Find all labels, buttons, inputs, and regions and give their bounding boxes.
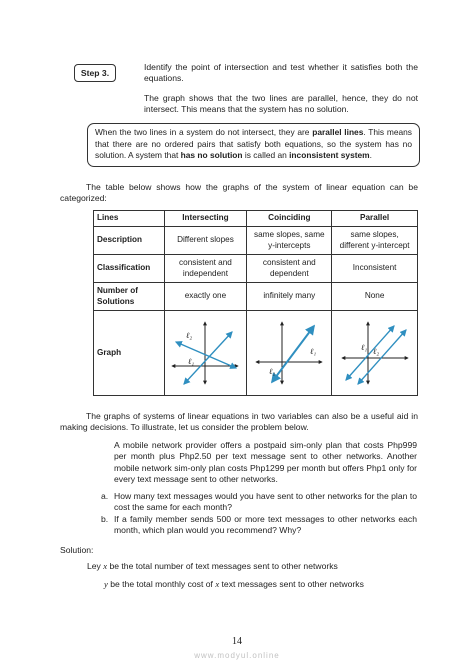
solution-text: Ley (87, 561, 104, 571)
callout-text: . This means that there are no ordered pairs that satisfy both equations, so the system has no solution. A system that (95, 127, 412, 161)
solution-text: be the total monthly cost of (107, 579, 216, 589)
row-label-number-of-solutions: Number of Solutions (94, 283, 165, 311)
step-paragraph-2: The graph shows that the two lines are parallel, hence, they do not intersect. This means that the system has no solution. (144, 93, 418, 115)
question-a: How many text messages would you have sent to other networks for the plan to cost the same for each month? (114, 491, 417, 513)
label-l2: ℓ₂ (269, 367, 276, 376)
problem-statement: A mobile network provider offers a postpaid sim-only plan that costs Php999 per month plus Php2.50 per text message sent to other networks. Another mobile network sim-only plan costs Php1299 per month but offers Php1 only for every text message sent to other networks. (114, 440, 417, 485)
coinciding-lines-graph (252, 318, 326, 388)
table-cell: consistent and independent (164, 255, 247, 283)
table-cell: Different slopes (164, 227, 247, 255)
label-l1: ℓ₁ (188, 357, 195, 366)
table-header-row (94, 211, 418, 227)
header-parallel: Parallel (332, 211, 418, 227)
line-l2 (176, 342, 236, 368)
graph-cell-coinciding (247, 311, 332, 396)
question-a-marker: a. (101, 491, 109, 501)
table-row (94, 255, 418, 283)
callout-text: When the two lines in a system do not intersect, they are (95, 127, 313, 137)
table-cell: same slopes, different y-intercept (332, 227, 418, 255)
var-x: x (103, 561, 108, 571)
term-inconsistent-system: inconsistent system (289, 150, 370, 161)
line-l1 (346, 326, 394, 380)
classification-table (93, 210, 418, 396)
row-label-graph: Graph (94, 311, 165, 396)
table-row (94, 227, 418, 255)
label-l1: ℓ₁ (360, 343, 367, 352)
solution-let-y (104, 579, 417, 590)
graph-cell-parallel (332, 311, 418, 396)
row-label-classification: Classification (94, 255, 165, 283)
solution-let-x (87, 561, 417, 572)
table-cell: same slopes, same y-intercepts (247, 227, 332, 255)
label-l2: ℓ₂ (372, 347, 379, 356)
question-b: If a family member sends 500 or more text messages to other networks each month, which plan would you recommend? Why? (114, 514, 417, 536)
table-row (94, 311, 418, 396)
watermark: www.modyul.online (194, 651, 280, 660)
solution-text: be the total number of text messages sent to other networks (107, 561, 338, 571)
header-coinciding: Coinciding (247, 211, 332, 227)
table-cell: Inconsistent (332, 255, 418, 283)
parallel-lines-graph (338, 318, 412, 388)
solution-text: text messages sent to other networks (219, 579, 364, 589)
table-cell: exactly one (164, 283, 247, 311)
step-paragraph-1: Identify the point of intersection and test whether it satisfies both the equations. (144, 62, 418, 84)
label-l1: ℓ₁ (310, 347, 317, 356)
table-cell: consistent and dependent (247, 255, 332, 283)
table-intro: The table below shows how the graphs of the system of linear equation can be categorized: (60, 182, 418, 204)
header-lines: Lines (94, 211, 165, 227)
definition-callout (87, 123, 420, 167)
line-coinciding (272, 326, 317, 382)
decision-paragraph: The graphs of systems of linear equations in two variables can also be a useful aid in making decisions. To illustrate, let us consider the problem below. (60, 411, 418, 433)
callout-text: . (369, 150, 372, 161)
question-b-marker: b. (101, 514, 109, 524)
header-intersecting: Intersecting (164, 211, 247, 227)
row-label-description: Description (94, 227, 165, 255)
line-l2 (358, 330, 406, 384)
table-row (94, 283, 418, 311)
table-cell: None (332, 283, 418, 311)
term-no-solution: has no solution (180, 150, 243, 161)
var-y: y (104, 579, 108, 589)
step-label: Step 3. (74, 64, 116, 82)
label-l2: ℓ₂ (186, 331, 193, 340)
intersecting-lines-graph (168, 318, 242, 388)
term-parallel-lines: parallel lines (312, 127, 364, 137)
page-number: 14 (232, 636, 242, 647)
callout-text: is called an (242, 150, 290, 161)
solution-label: Solution: (60, 545, 94, 555)
table-cell: infinitely many (247, 283, 332, 311)
var-x: x (215, 579, 220, 589)
graph-cell-intersecting (164, 311, 247, 396)
